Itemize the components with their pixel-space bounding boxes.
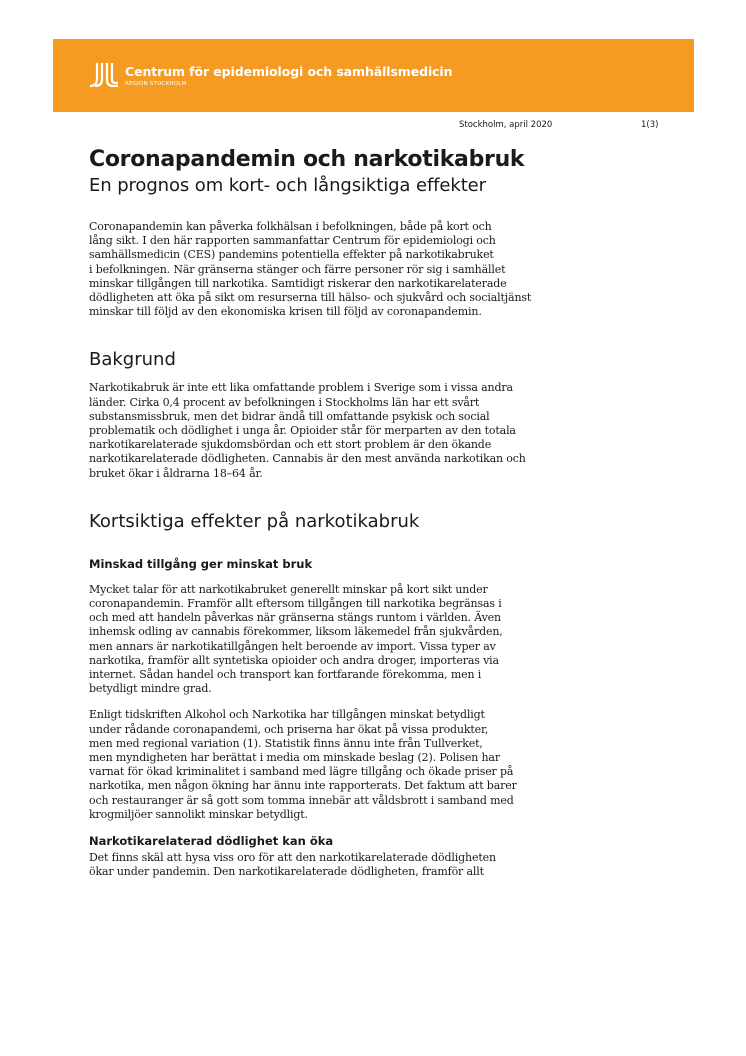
minskad-paragraph-2 <box>89 708 569 822</box>
minskad-line: och med att handeln påverkas när gränserna stängs runtom i världen. Även <box>89 611 501 625</box>
bakgrund-line: substansmissbruk, men det bidrar ändå till omfattande psykisk och social <box>89 409 490 423</box>
org-name: Centrum för epidemiologi och samhällsmedicin <box>125 64 453 79</box>
kortsiktiga-heading: Kortsiktiga effekter på narkotikabruk <box>89 510 420 532</box>
bakgrund-line: Narkotikabruk är inte ett lika omfattande problem i Sverige som i vissa andra <box>89 381 513 395</box>
intro-paragraph <box>89 220 569 319</box>
minskad-line: men med regional variation (1). Statistik finns ännu inte från Tullverket, <box>89 736 483 750</box>
page-number: 1(3) <box>641 120 659 130</box>
bakgrund-line: narkotikarelaterade dödligheten. Cannabis är den mest använda narkotikan och <box>89 452 526 466</box>
minskad-line: men myndigheten har berättat i media om minskade beslag (2). Polisen har <box>89 751 500 765</box>
minskad-line: varnat för ökad kriminalitet i samband med lägre tillgång och ökade priser på <box>89 765 514 779</box>
bakgrund-heading: Bakgrund <box>89 349 176 371</box>
document-subtitle: En prognos om kort- och långsiktiga effekter <box>89 175 486 196</box>
bakgrund-line: narkotikarelaterade sjukdomsbördan och ett stort problem är den ökande <box>89 438 492 452</box>
intro-line: dödligheten att öka på sikt om resurserna till hälso- och sjukvård och socialtjänst <box>89 291 532 305</box>
minskad-line: Mycket talar för att narkotikabruket generellt minskar på kort sikt under <box>89 582 488 596</box>
intro-line: minskar tillgången till narkotika. Samtidigt riskerar den narkotikarelaterade <box>89 276 507 290</box>
intro-line: samhällsmedicin (CES) pandemins potentiella effekter på narkotikabruket <box>89 248 494 262</box>
minskad-line: inhemsk odling av cannabis förekommer, liksom läkemedel från sjukvården, <box>89 625 503 639</box>
dodlighet-line: ökar under pandemin. Den narkotikarelaterade dödligheten, framför allt <box>89 865 484 879</box>
header-band <box>53 39 694 112</box>
minskad-line: krogmiljöer sannolikt minskar betydligt. <box>89 807 308 821</box>
intro-line: minskar till följd av den ekonomiska krisen till följd av coronapandemin. <box>89 305 482 319</box>
ces-logo-icon <box>89 62 119 88</box>
minskad-line: narkotika, men någon ökning har ännu inte rapporterats. Det faktum att barer <box>89 779 517 793</box>
minskad-line: och restauranger är så gott som tomma innebär att våldsbrott i samband med <box>89 793 514 807</box>
bakgrund-line: problematik och dödlighet i unga år. Opioider står för merparten av den totala <box>89 424 516 438</box>
bakgrund-line: bruket ökar i åldrarna 18–64 år. <box>89 466 263 480</box>
dodlighet-paragraph <box>89 851 569 879</box>
minskad-line: internet. Sådan handel och transport kan fortfarande förekomma, men i <box>89 668 482 682</box>
minskad-line: men annars är narkotikatillgången helt beroende av import. Vissa typer av <box>89 639 496 653</box>
minskad-paragraph-1 <box>89 583 569 697</box>
minskad-line: under rådande coronapandemi, och priserna har ökat på vissa produkter, <box>89 722 489 736</box>
org-subtitle: REGION STOCKHOLM <box>125 81 187 87</box>
minskad-line: Enligt tidskriften Alkohol och Narkotika har tillgången minskat betydligt <box>89 708 485 722</box>
dodlighet-line: Det finns skäl att hysa viss oro för att den narkotikarelaterade dödligheten <box>89 851 496 865</box>
bakgrund-paragraph <box>89 381 569 480</box>
dodlighet-heading: Narkotikarelaterad dödlighet kan öka <box>89 834 334 849</box>
bakgrund-line: länder. Cirka 0,4 procent av befolkningen i Stockholms län har ett svårt <box>89 395 480 409</box>
minskad-line: coronapandemin. Framför allt eftersom tillgången till narkotika begränsas i <box>89 597 502 611</box>
intro-line: Coronapandemin kan påverka folkhälsan i befolkningen, både på kort och <box>89 220 492 233</box>
document-title: Coronapandemin och narkotikabruk <box>89 147 525 172</box>
minskad-line: betydligt mindre grad. <box>89 682 212 696</box>
document-body <box>89 146 569 880</box>
minskad-line: narkotika, framför allt syntetiska opioider och andra droger, importeras via <box>89 653 499 667</box>
minskad-heading: Minskad tillgång ger minskat bruk <box>89 556 313 571</box>
intro-line: i befolkningen. När gränserna stänger och färre personer rör sig i samhället <box>89 262 506 276</box>
intro-line: lång sikt. I den här rapporten sammanfattar Centrum för epidemiologi och <box>89 234 496 248</box>
document-date: Stockholm, april 2020 <box>459 120 553 130</box>
